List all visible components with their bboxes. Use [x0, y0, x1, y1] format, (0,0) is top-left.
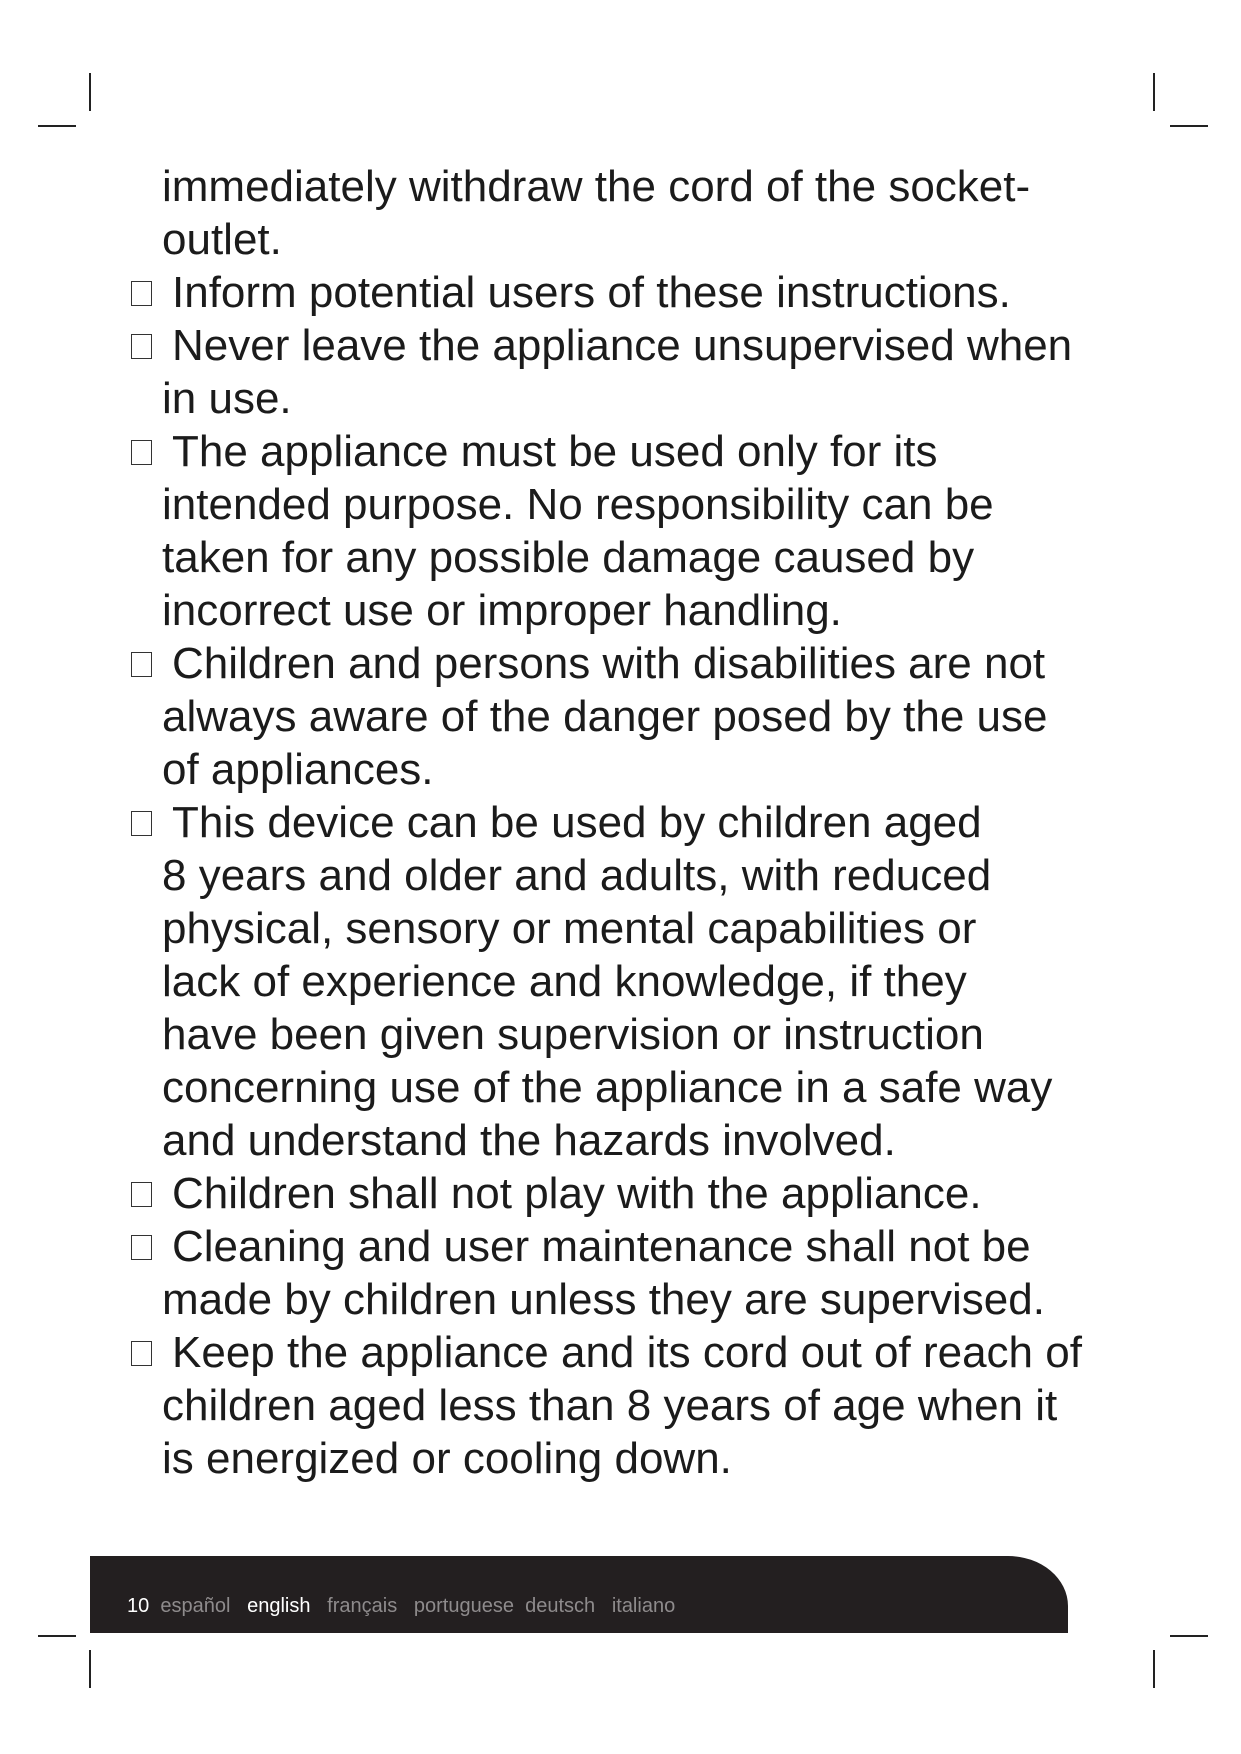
line-text: The appliance must be used only for its	[172, 427, 938, 476]
text-line	[128, 1379, 1108, 1432]
bullet-item-line	[128, 1167, 1108, 1220]
crop-mark-top-right-vertical	[1153, 73, 1155, 111]
text-line	[128, 1114, 1108, 1167]
line-text: This device can be used by children aged	[172, 798, 982, 847]
checkbox-bullet-icon	[131, 334, 152, 359]
checkbox-bullet-icon	[131, 1235, 152, 1260]
line-text: Inform potential users of these instructions.	[172, 268, 1011, 317]
line-text: outlet.	[162, 215, 282, 264]
line-text: concerning use of the appliance in a safe way	[162, 1063, 1053, 1112]
page-number: 10	[127, 1595, 150, 1617]
line-text: physical, sensory or mental capabilities or	[162, 904, 977, 953]
text-line	[128, 1061, 1108, 1114]
crop-mark-top-left-vertical	[89, 73, 91, 111]
line-text: Never leave the appliance unsupervised when	[172, 321, 1073, 370]
line-text: intended purpose. No responsibility can be	[162, 480, 994, 529]
line-text: immediately withdraw the cord of the socket-	[162, 162, 1031, 211]
bullet-item-line	[128, 1326, 1108, 1379]
line-text: of appliances.	[162, 745, 434, 794]
checkbox-bullet-icon	[131, 652, 152, 677]
text-line	[128, 1008, 1108, 1061]
crop-mark-bottom-left-horizontal	[38, 1635, 76, 1637]
language-link-5[interactable]: italiano	[611, 1595, 676, 1617]
bullet-item-line	[128, 266, 1108, 319]
text-line	[128, 584, 1108, 637]
line-text: have been given supervision or instruction	[162, 1010, 984, 1059]
line-text: Keep the appliance and its cord out of reach of	[172, 1328, 1082, 1377]
line-text: in use.	[162, 374, 292, 423]
line-text: 8 years and older and adults, with reduced	[162, 851, 992, 900]
text-line	[128, 213, 1108, 266]
text-line	[128, 1273, 1108, 1326]
text-line	[128, 478, 1108, 531]
line-text: made by children unless they are supervised.	[162, 1275, 1045, 1324]
language-link-2[interactable]: français	[327, 1595, 398, 1617]
text-line	[128, 743, 1108, 796]
line-text: children aged less than 8 years of age when it	[162, 1381, 1058, 1430]
checkbox-bullet-icon	[131, 440, 152, 465]
checkbox-bullet-icon	[131, 1341, 152, 1366]
line-text: incorrect use or improper handling.	[162, 586, 842, 635]
text-line	[128, 160, 1108, 213]
text-line	[128, 372, 1108, 425]
text-line	[128, 955, 1108, 1008]
crop-mark-top-right-horizontal	[1170, 125, 1208, 127]
line-text: and understand the hazards involved.	[162, 1116, 896, 1165]
line-text: always aware of the danger posed by the use	[162, 692, 1048, 741]
bullet-item-line	[128, 319, 1108, 372]
line-text: Children and persons with disabilities are not	[172, 639, 1046, 688]
checkbox-bullet-icon	[131, 281, 152, 306]
text-line	[128, 1432, 1108, 1485]
checkbox-bullet-icon	[131, 811, 152, 836]
line-text: Cleaning and user maintenance shall not be	[172, 1222, 1031, 1271]
instructions-text	[128, 160, 1108, 1485]
crop-mark-bottom-right-horizontal	[1170, 1635, 1208, 1637]
checkbox-bullet-icon	[131, 1182, 152, 1207]
crop-mark-top-left-horizontal	[38, 125, 76, 127]
line-text: lack of experience and knowledge, if they	[162, 957, 967, 1006]
footer-language-bar	[127, 1594, 675, 1618]
language-link-3[interactable]: portuguese	[413, 1595, 514, 1617]
line-text: Children shall not play with the appliance.	[172, 1169, 982, 1218]
text-line	[128, 902, 1108, 955]
language-link-1[interactable]: english	[247, 1595, 311, 1617]
language-link-0[interactable]: español	[160, 1595, 231, 1617]
text-line	[128, 531, 1108, 584]
bullet-item-line	[128, 796, 1108, 849]
crop-mark-bottom-left-vertical	[89, 1650, 91, 1688]
text-line	[128, 849, 1108, 902]
bullet-item-line	[128, 637, 1108, 690]
crop-mark-bottom-right-vertical	[1153, 1650, 1155, 1688]
bullet-item-line	[128, 425, 1108, 478]
bullet-item-line	[128, 1220, 1108, 1273]
text-line	[128, 690, 1108, 743]
line-text: taken for any possible damage caused by	[162, 533, 975, 582]
line-text: is energized or cooling down.	[162, 1434, 732, 1483]
language-link-4[interactable]: deutsch	[525, 1595, 596, 1617]
